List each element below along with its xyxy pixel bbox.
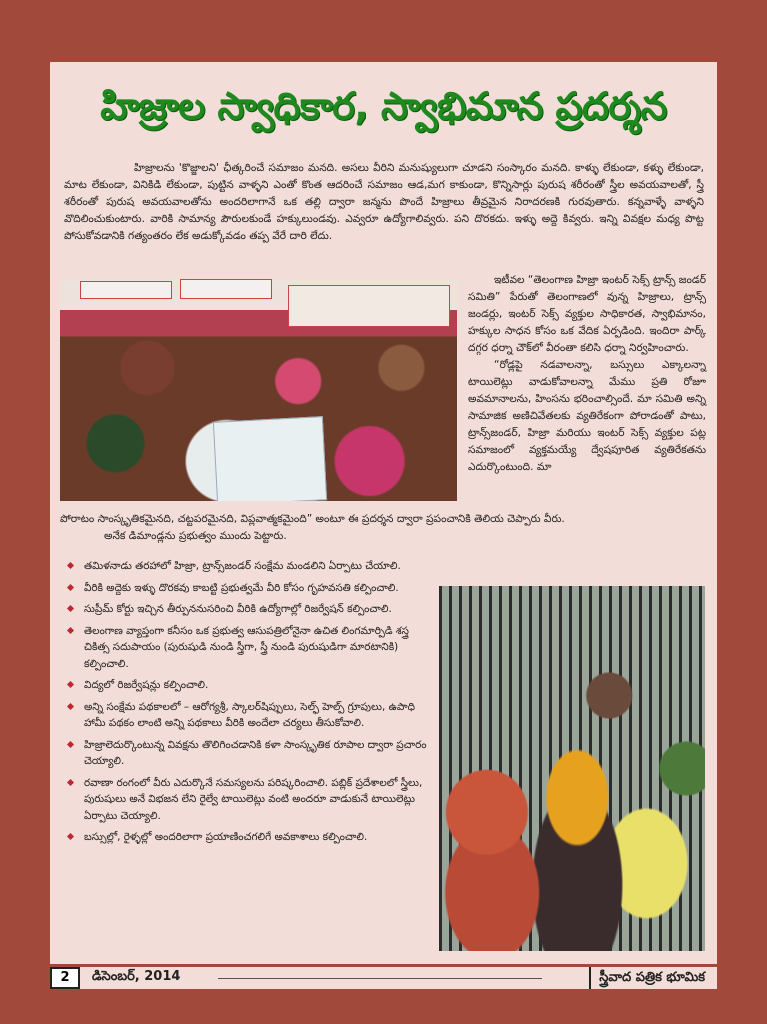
bullet-icon	[67, 833, 74, 840]
list-item: రవాణా రంగంలో వీరు ఎదుర్కొనే సమస్యలను పరిష్కరించాలి. పబ్లిక్ ప్రదేశాలలో స్త్రీలు, పురుషులు అనే విభజన లేని రైల్వే టాయిలెట్లు వంటి అందరూ వాడుకునే టాయిలెట్లు ఏర్పాటు చెయ్యాలి.	[64, 775, 434, 825]
page-footer	[50, 967, 717, 989]
page-number: 2	[50, 967, 80, 989]
demands-list	[64, 558, 434, 851]
paragraph: “రోడ్లపై నడవాలన్నా, బస్సులు ఎక్కాలన్నా టాయిలెట్లు వాడుకోవాలన్నా మేము ప్రతి రోజూ అవమానాలను, హింసను భరించాల్సిందే. మా సమితి అన్ని సామాజిక అణిచివేతలకు వ్యతిరేకంగా పోరాడంతో పాటు, ట్రాన్స్‌జండర్, హిజ్రా మరియు ఇంటర్ సెక్స్ వ్యక్తుల పట్ల సమాజంలో వ్యక్తమయ్యే ద్వేషపూరిత వ్యతిరేకతను ఎదుర్కొంటుంది. మా	[468, 359, 706, 473]
list-item: విద్యలో రిజర్వేషన్లు కల్పించాలి.	[64, 677, 434, 694]
intro-paragraph: హిజ్రాలను 'కొజ్జాలని' ఛీత్కరించే సమాజం మనది. అసలు వీరిని మనుష్యులుగా చూడని సంస్కారం మనది. కాళ్ళు లేకుండా, కళ్ళు లేకుండా, మాట లేకుండా, వినికిడి లేకుండా, పుట్టిన వాళ్ళని ఎంతో కొంత ఆదరించే సమాజం ఆడ,మగ కాకుండా, కొన్నిసార్లు పురుష శరీరంతో స్త్రీల అవయవాలతో, స్త్రీ శరీరంతో పురుష అవయవాలతోను అందరిలాగానే ఒక తల్లి ద్వారా జన్మను పొందే హిజ్రాలు తీవ్రమైన నిరాదరణకి గురవుతారు. కన్నవాళ్ళే వాళ్ళని వొదిలించుకుంటారు. వారికి సామాన్య పౌరులకుండే హక్కులుండవు. ఎవ్వరూ ఉద్యోగాలివ్వరు. పని దొరకదు. ఇళ్ళు అద్దె కివ్వరు. ఇన్ని వివక్షల మధ్య పొట్ట పోసుకోవడానికి గత్యంతరం లేక అడుక్కోవడం తప్ప వేరే దారి లేదు.	[64, 162, 704, 242]
protest-banner	[288, 285, 450, 327]
bullet-icon	[67, 681, 74, 688]
list-item: బస్సుల్లో, రైళ్ళల్లో అందరిలాగా ప్రయాణించగలిగే అవకాశాలు కల్పించాలి.	[64, 829, 434, 846]
bullet-icon	[67, 740, 74, 747]
bullet-icon	[67, 605, 74, 612]
bullet-icon	[67, 583, 74, 590]
list-item: హిజ్రాలెదుర్కొంటున్న వివక్షను తొలిగించడానికి కళా సాంస్కృతిక రూపాల ద్వారా ప్రచారం చెయ్యాలి.	[64, 737, 434, 770]
paragraph: ఇటీవల “తెలంగాణ హిజ్రా ఇంటర్ సెక్స్ ట్రాన్స్ జండర్ సమితి” పేరుతో తెలంగాణలో వున్న హిజ్రాలు, ట్రాన్స్ జండర్లు, ఇంటర్ సెక్స్ వ్యక్తుల సాధికారత, స్వాభిమానం, హక్కుల సాధన కోసం ఒక వేదిక ఏర్పడింది. ఇందిరా పార్క్ దగ్గర ధర్నా చౌక్‌లో వీరంతా కలిసి ధర్నా నిర్వహించారు.	[468, 274, 706, 354]
bullet-icon	[67, 562, 74, 569]
protest-crowd-photo	[60, 279, 457, 501]
list-item: అన్ని సంక్షేమ పథకాలలో – ఆరోగ్యశ్రీ, స్కాలర్‌షిప్పులు, సెల్ఫ్ హెల్ప్ గ్రూపులు, ఉపాధి హామీ పథకం లాంటి అన్ని పథకాలు వీరికి అందేలా చర్యలు తీసుకోవాలి.	[64, 699, 434, 732]
protest-banner	[80, 281, 172, 299]
list-item: వీరికి అద్దెకు ఇళ్ళు దొరకవు కాబట్టి ప్రభుత్వమే వీరి కోసం గృహవసతి కల్పించాలి.	[64, 580, 434, 597]
activists-group-photo	[439, 586, 705, 951]
bullet-icon	[67, 702, 74, 709]
magazine-page	[50, 62, 717, 964]
bullet-icon	[67, 778, 74, 785]
list-item: తెలంగాణ వ్యాప్తంగా కనీసం ఒక ప్రభుత్వ ఆసుపత్రిలోనైనా ఉచిత లింగమార్పిడి శస్త్ర చికిత్స సదుపాయం (పురుషుడి నుండి స్త్రీగా, స్త్రీ నుండి పురుషుడిగా మారటానికి) కల్పించాలి.	[64, 623, 434, 673]
full-width-text	[60, 511, 706, 545]
protest-banner	[180, 279, 272, 299]
placard	[213, 416, 327, 501]
list-item: తమిళనాడు తరహాలో హిజ్రా, ట్రాన్స్‌జండర్ సంక్షేమ మండలిని ఏర్పాటు చేయాలి.	[64, 558, 434, 575]
magazine-name: స్త్రీవాద పత్రిక భూమిక	[589, 967, 713, 989]
right-column-text	[468, 272, 706, 476]
paragraph: పోరాటం సాంస్కృతికమైనది, చట్టపరమైనది, విప్లవాత్మకమైంది” అంటూ ఈ ప్రదర్శన ద్వారా ప్రపంచానికి తెలియ చెప్పారు వీరు.	[60, 513, 565, 525]
divider	[218, 978, 542, 979]
list-item: సుప్రీమ్ కోర్టు ఇచ్చిన తీర్పుననుసరించి వీరికి ఉద్యోగాల్లో రిజర్వేషన్ కల్పించాలి.	[64, 601, 434, 618]
paragraph: అనేక డిమాండ్లను ప్రభుత్వం ముందు పెట్టారు.	[104, 530, 287, 542]
issue-date: డిసెంబర్, 2014	[92, 969, 181, 984]
bullet-icon	[67, 626, 74, 633]
article-title: హిజ్రాల స్వాధికార, స్వాభిమాన ప్రదర్శన	[100, 84, 667, 128]
